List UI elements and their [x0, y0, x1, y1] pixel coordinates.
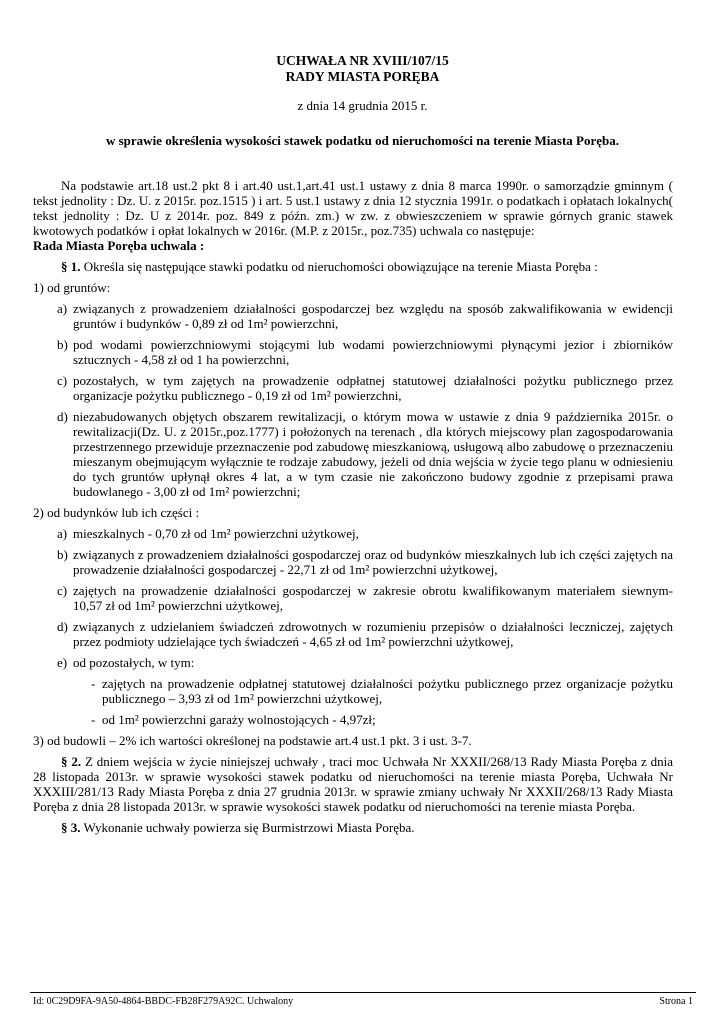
item-text: pod wodami powierzchniowymi stojącymi lub wodami powierzchniowymi płynącymi jezior i zbiorników sztucznych - 4,58 zł od 1 ha powierzchni,: [73, 337, 673, 367]
item-label: c): [57, 583, 68, 598]
document-title: [0, 53, 725, 85]
point-2-label: 2) od budynków lub ich części :: [33, 505, 200, 520]
point-2-item-d: [57, 619, 673, 649]
point-3: 3) od budowli – 2% ich wartości określonej na podstawie art.4 ust.1 pkt. 3 i ust. 3-7.: [33, 733, 472, 748]
item-text: związanych z prowadzeniem działalności gospodarczej bez względu na sposób zakwalifikowania w ewidencji gruntów i budynków - 0,89 zł od 1m² powierzchni,: [73, 301, 673, 331]
section-2: [33, 754, 673, 814]
dash-label: -: [91, 676, 96, 691]
footer-document-id: Id: 0C29D9FA-9A50-4864-BBDC-FB28F279A92C. Uchwalony: [33, 996, 294, 1007]
point-2-item-b: [57, 547, 673, 577]
point-2-dash-1: [91, 676, 673, 706]
council-text: Rada Miasta Poręba uchwala :: [33, 238, 205, 253]
document-date: z dnia 14 grudnia 2015 r.: [297, 98, 428, 113]
item-label: d): [57, 619, 68, 634]
point-1-label: 1) od gruntów:: [33, 280, 111, 295]
item-label: b): [57, 547, 68, 562]
title-line-2: RADY MIASTA PORĘBA: [285, 69, 440, 84]
intro-text: Na podstawie art.18 ust.2 pkt 8 i art.40 ust.1,art.41 ust.1 ustawy z dnia 8 marca 1990r. o samorządzie gminnym ( tekst jednolity : Dz. U. z 2015r. poz.1515 ) i art. 5 ust.1 ustawy z dnia 12 stycznia 1991r. o podatkach i opłatach lokalnych( tekst jednolity : Dz. U z 2014r. poz. 849 z późn. zm.) w zw. z obwieszczeniem w sprawie górnych granic stawek kwotowych podatków i opłat lokalnych w 2016r. (M.P. z 2015r., poz.735) uchwala co następuje:: [33, 178, 673, 238]
item-label: a): [57, 301, 68, 316]
document-body: [33, 178, 673, 835]
point-2-item-c: [57, 583, 673, 613]
section-1-label: § 1.: [61, 259, 81, 274]
item-label: e): [57, 655, 68, 670]
item-text: związanych z udzielaniem świadczeń zdrowotnych w rozumieniu przepisów o działalności leczniczej, zajętych przez podmioty udzielające tych świadczeń - 4,65 zł od 1m² powierzchni użytkowej,: [73, 619, 673, 649]
intro-paragraph: [33, 178, 673, 238]
council-line: [33, 238, 673, 253]
section-3-label: § 3.: [61, 820, 81, 835]
footer-divider: [30, 992, 696, 993]
title-line-1: UCHWAŁA NR XVIII/107/15: [276, 53, 449, 68]
item-text: pozostałych, w tym zajętych na prowadzenie odpłatnej statutowej działalności pożytku publicznego przez organizacje pożytku publicznego - 0,19 zł od 1m² powierzchni,: [73, 373, 673, 403]
item-label: d): [57, 409, 68, 424]
section-1-text: Określa się następujące stawki podatku od nieruchomości obowiązujące na terenie Miasta Poręba :: [80, 259, 598, 274]
section-3: [33, 820, 673, 835]
item-label: b): [57, 337, 68, 352]
item-text: od pozostałych, w tym:: [73, 655, 195, 670]
point-2-item-a: [57, 526, 673, 541]
dash-text: od 1m² powierzchni garaży wolnostojących - 4,97zł;: [102, 712, 376, 727]
section-3-text: Wykonanie uchwały powierza się Burmistrzowi Miasta Poręba.: [80, 820, 415, 835]
section-1: [33, 259, 673, 274]
item-label: a): [57, 526, 68, 541]
dash-text: zajętych na prowadzenie odpłatnej statutowej działalności pożytku publicznego przez organizacje pożytku publicznego – 3,93 zł od 1m² powierzchni użytkowej,: [102, 676, 673, 706]
item-text: mieszkalnych - 0,70 zł od 1m² powierzchni użytkowej,: [73, 526, 359, 541]
point-2-dash-2: [91, 712, 673, 727]
section-2-text: Z dniem wejścia w życie niniejszej uchwały , traci moc Uchwała Nr XXXII/268/13 Rady Miasta Poręba z dnia 28 listopada 2013r. w sprawie wysokości stawek podatku od nieruchomości na terenie miasta Poręba, Uchwała Nr XXXIII/281/13 Rady Miasta Poręba z dnia 27 grudnia 2013r. w sprawie zmiany uchwały Nr XXXII/268/13 Rady Miasta Poręba z dnia 28 listopada 2013r. w sprawie wysokości stawek podatku od nieruchomości na terenie miasta Poręba.: [33, 754, 674, 814]
item-text: zajętych na prowadzenie działalności gospodarczej w zakresie obrotu kwalifikowanym materiałem siewnym- 10,57 zł od 1m² powierzchni użytkowej,: [73, 583, 673, 613]
item-label: c): [57, 373, 68, 388]
footer-page-number: Strona 1: [659, 996, 693, 1007]
point-1-item-b: [57, 337, 673, 367]
item-text: niezabudowanych objętych obszarem rewitalizacji, o którym mowa w ustawie z dnia 9 października 2015r. o rewitalizacji(Dz. U. z 2015r.,poz.1777) i położonych na terenach , dla których miejscowy plan zagospodarowania przestrzennego przewiduje przeznaczenie pod zabudowę mieszkaniową, usługową albo zabudowę o przeznaczeniu mieszanym obejmującym wyłącznie te rodzaje zabudowy, jeżeli od dnia wejścia w życie tego planu w odniesieniu do tych gruntów upłynął okres 4 lat, a w tym czasie nie zakończono budowy zgodnie z przepisami prawa budowlanego - 3,00 zł od 1m² powierzchni;: [73, 409, 673, 499]
point-1-item-c: [57, 373, 673, 403]
point-1-item-d: [57, 409, 673, 499]
section-2-label: § 2.: [61, 754, 82, 769]
point-2-item-e: [57, 655, 673, 670]
dash-label: -: [91, 712, 96, 727]
document-subject: w sprawie określenia wysokości stawek podatku od nieruchomości na terenie Miasta Poręba.: [105, 133, 620, 148]
point-1-item-a: [57, 301, 673, 331]
item-text: związanych z prowadzeniem działalności gospodarczej oraz od budynków mieszkalnych lub ich części zajętych na prowadzenie działalności gospodarczej - 22,71 zł od 1m² powierzchni użytkowej,: [73, 547, 673, 577]
